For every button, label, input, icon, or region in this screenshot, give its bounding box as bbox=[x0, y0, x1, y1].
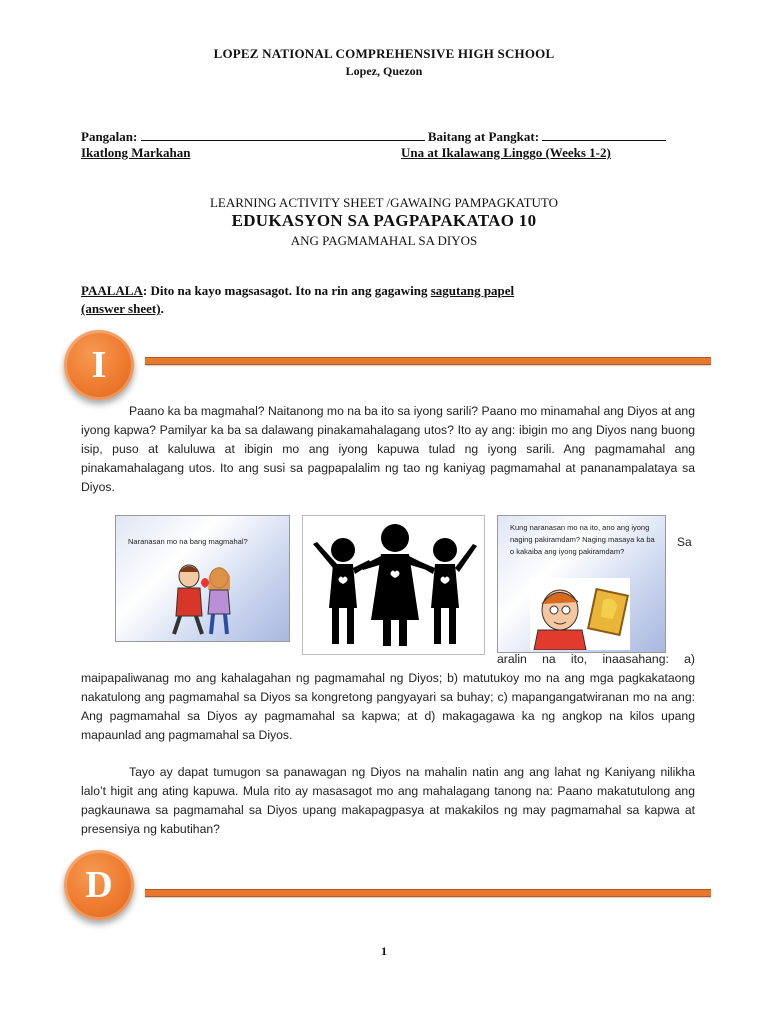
reminder-label: PAALALA bbox=[81, 283, 143, 298]
slide2-line-2: naging pakiramdam? Naging masaya ka ba bbox=[510, 535, 655, 544]
subject-title: EDUKASYON SA PAGPAPAKATAO 10 bbox=[231, 211, 537, 230]
name-label: Pangalan: bbox=[81, 129, 138, 144]
objectives-paragraph: maipapaliwanag mo ang kahalagahan ng pagmamahal ng Diyos; b) matutukoy mo na ang mga pagkakataong nakatulong ang pagmamahal sa Diyos sa kongretong pangyayari sa buhay; c) mapangangatwiranan mo na ang: Ang pagmamahal sa Diyos ay pagmamahal sa kapwa; at d) makagagawa ka ng angkop na kilos upang mapaunlad ang pagmamahal sa Diyos. bbox=[81, 671, 695, 742]
couple-cartoon-icon bbox=[164, 558, 244, 638]
school-name: LOPEZ NATIONAL COMPREHENSIVE HIGH SCHOOL bbox=[213, 46, 555, 61]
slide-image-love bbox=[115, 515, 290, 642]
slide1-caption: Naranasan mo na bang magmahal? bbox=[128, 537, 248, 546]
lesson-title: ANG PAGMAMAHAL SA DIYOS bbox=[290, 233, 478, 248]
reminder-underlined-2: (answer sheet) bbox=[81, 301, 161, 316]
thinking-cartoon-icon bbox=[530, 578, 630, 650]
closing-paragraph: Tayo ay dapat tumugon sa panawagan ng Diyos na mahalin natin ang ang lahat ng Kaniyang nilikha lalo’t higit ang ating kapuwa. Mula rito ay masasagot mo ang mahalagang tanong na: Paano makatutulong ang pagkaunawa sa pagmamahal sa Diyos upang makapagpasya at makakilos ng may pagmamahal sa kapwa at presensiya ng kabutihan? bbox=[81, 765, 695, 836]
school-town: Lopez, Quezon bbox=[345, 64, 423, 78]
grade-label: Baitang at Pangkat: bbox=[427, 129, 540, 144]
section-i-badge: I bbox=[64, 330, 134, 400]
section-i-divider bbox=[145, 357, 711, 365]
reminder bbox=[81, 282, 701, 318]
grade-blank[interactable] bbox=[542, 128, 666, 141]
name-blank[interactable] bbox=[141, 128, 425, 141]
reminder-underlined-1: sagutang papel bbox=[430, 283, 515, 298]
slide2-line-1: Kung naranasan mo na ito, ano ang iyong bbox=[510, 523, 650, 532]
slide2-caption bbox=[510, 522, 655, 558]
section-d-divider bbox=[145, 889, 711, 897]
side-word: Sa bbox=[677, 535, 692, 549]
section-d-badge: D bbox=[64, 850, 134, 920]
quarter-label: Ikatlong Markahan bbox=[81, 145, 191, 160]
sheet-title: LEARNING ACTIVITY SHEET /GAWAING PAMPAGKATUTO bbox=[209, 195, 559, 210]
slide2-line-3: o kakaiba ang iyong pakiramdam? bbox=[510, 547, 625, 556]
name-row bbox=[81, 128, 666, 145]
intro-paragraph: Paano ka ba magmahal? Naitanong mo na ba ito sa iyong sarili? Paano mo minamahal ang Diyos at ang iyong kapwa? Pamilyar ka ba sa dalawang pinakamahalagang utos? Ito ay ang: ibigin mo ang Diyos nang buong isip, puso at kaluluwa at ibigin mo ang iyong kapuwa tulad ng iyong sarili. Ang pagmamahal ang pinakamahalagang utos. Ito ang susi sa pagpapalalim ng tao ng kaniyag pagmamahal at pananampalataya sa Diyos. bbox=[81, 404, 695, 494]
family-silhouette-icon bbox=[303, 516, 484, 654]
slide-image-feeling bbox=[497, 515, 666, 653]
page-number: 1 bbox=[381, 944, 387, 958]
family-image bbox=[302, 515, 485, 655]
objectives-lead: aralin na ito, inaasahang: a) bbox=[497, 652, 695, 666]
reminder-text: : Dito na kayo magsasagot. Ito na rin ang gagawing bbox=[142, 283, 431, 298]
reminder-end: . bbox=[160, 301, 164, 316]
weeks-label: Una at Ikalawang Linggo (Weeks 1-2) bbox=[401, 145, 611, 160]
